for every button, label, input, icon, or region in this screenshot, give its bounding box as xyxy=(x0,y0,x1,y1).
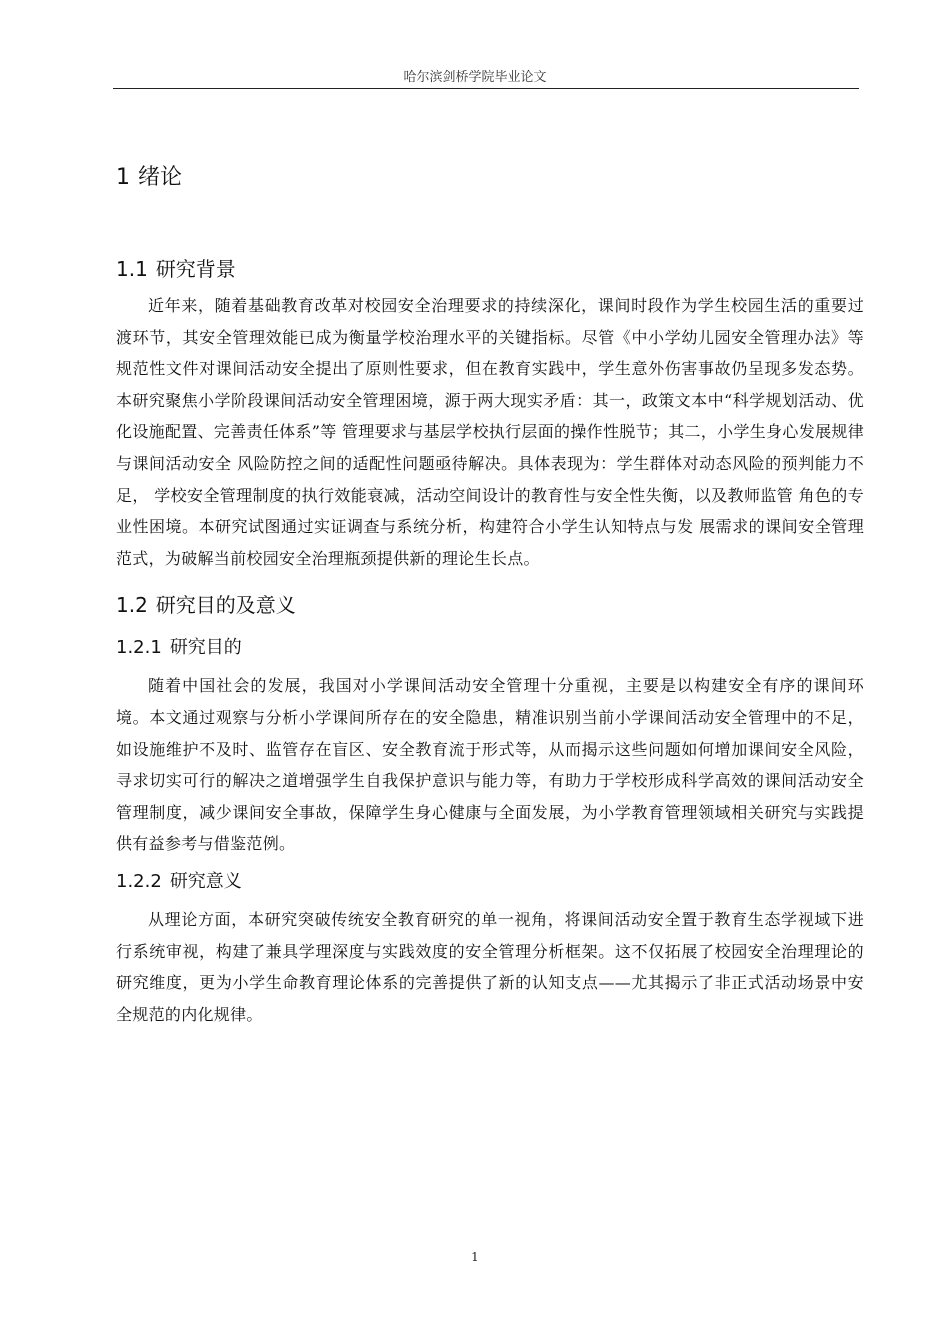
paragraph-research-significance: 从理论方面，本研究突破传统安全教育研究的单一视角，将课间活动安全置于教育生态学视域下进行系统审视，构建了兼具学理深度与实践效度的安全管理分析框架。这不仅拓展了校园安全治理理论的研究维度，更为小学生命教育理论体系的完善提供了新的认知支点——尤其揭示了非正式活动场景中安全规范的内化规律。 xyxy=(116,909,864,1024)
section-heading-1-1 xyxy=(116,252,864,286)
section-number: 1.2 xyxy=(116,593,148,618)
chapter-heading xyxy=(116,158,864,198)
section-heading-1-2 xyxy=(116,588,864,622)
paragraph-research-background: 近年来，随着基础教育改革对校园安全治理要求的持续深化，课间时段作为学生校园生活的重要过渡环节，其安全管理效能已成为衡量学校治理水平的关键指标。尽管《中小学幼儿园安全管理办法》等规范性文件对课间活动安全提出了原则性要求，但在教育实践中，学生意外伤害事故仍呈现多发态势。本研究聚焦小学阶段课间活动安全管理困境，源于两大现实矛盾：其一，政策文本中“科学规划活动、优化设施配置、完善责任体系”等 管理要求与基层学校执行层面的操作性脱节；其二，小学生身心发展规律与课间活动安全 风险防控之间的适配性问题亟待解决。具体表现为：学生群体对动态风险的预判能力不足， 学校安全管理制度的执行效能衰减，活动空间设计的教育性与安全性失衡，以及教师监管 角色的专业性困境。本研究试图通过实证调查与系统分析，构建符合小学生认知特点与发 展需求的课间安全管理范式，为破解当前校园安全治理瓶颈提供新的理论生长点。 xyxy=(116,296,864,568)
subsection-number: 1.2.1 xyxy=(116,637,162,659)
page-body xyxy=(116,158,864,1030)
subsection-title: 研究目的 xyxy=(169,637,242,659)
chapter-number: 1 xyxy=(116,165,130,190)
page-number: 1 xyxy=(471,1250,479,1264)
subsection-heading-1-2-1 xyxy=(116,632,864,664)
chapter-title: 绪论 xyxy=(138,165,183,190)
subsection-title: 研究意义 xyxy=(169,870,242,892)
running-header: 哈尔滨剑桥学院毕业论文 xyxy=(403,70,547,85)
section-title: 研究目的及意义 xyxy=(155,593,296,618)
subsection-number: 1.2.2 xyxy=(116,870,162,892)
section-number: 1.1 xyxy=(116,257,148,281)
header-divider xyxy=(113,88,859,89)
paragraph-research-purpose: 随着中国社会的发展，我国对小学课间活动安全管理十分重视，主要是以构建安全有序的课间环境。本文通过观察与分析小学课间所存在的安全隐患，精准识别当前小学课间活动安全管理中的不足，如设施维护不及时、监管存在盲区、安全教育流于形式等，从而揭示这些问题如何增加课间安全风险，寻求切实可行的解决之道增强学生自我保护意识与能力等，有助力于学校形成科学高效的课间活动安全管理制度，减少课间安全事故，保障学生身心健康与全面发展，为小学教育管理领域相关研究与实践提供有益参考与借鉴范例。 xyxy=(116,676,864,854)
subsection-heading-1-2-2 xyxy=(116,866,864,898)
section-title: 研究背景 xyxy=(155,257,236,281)
